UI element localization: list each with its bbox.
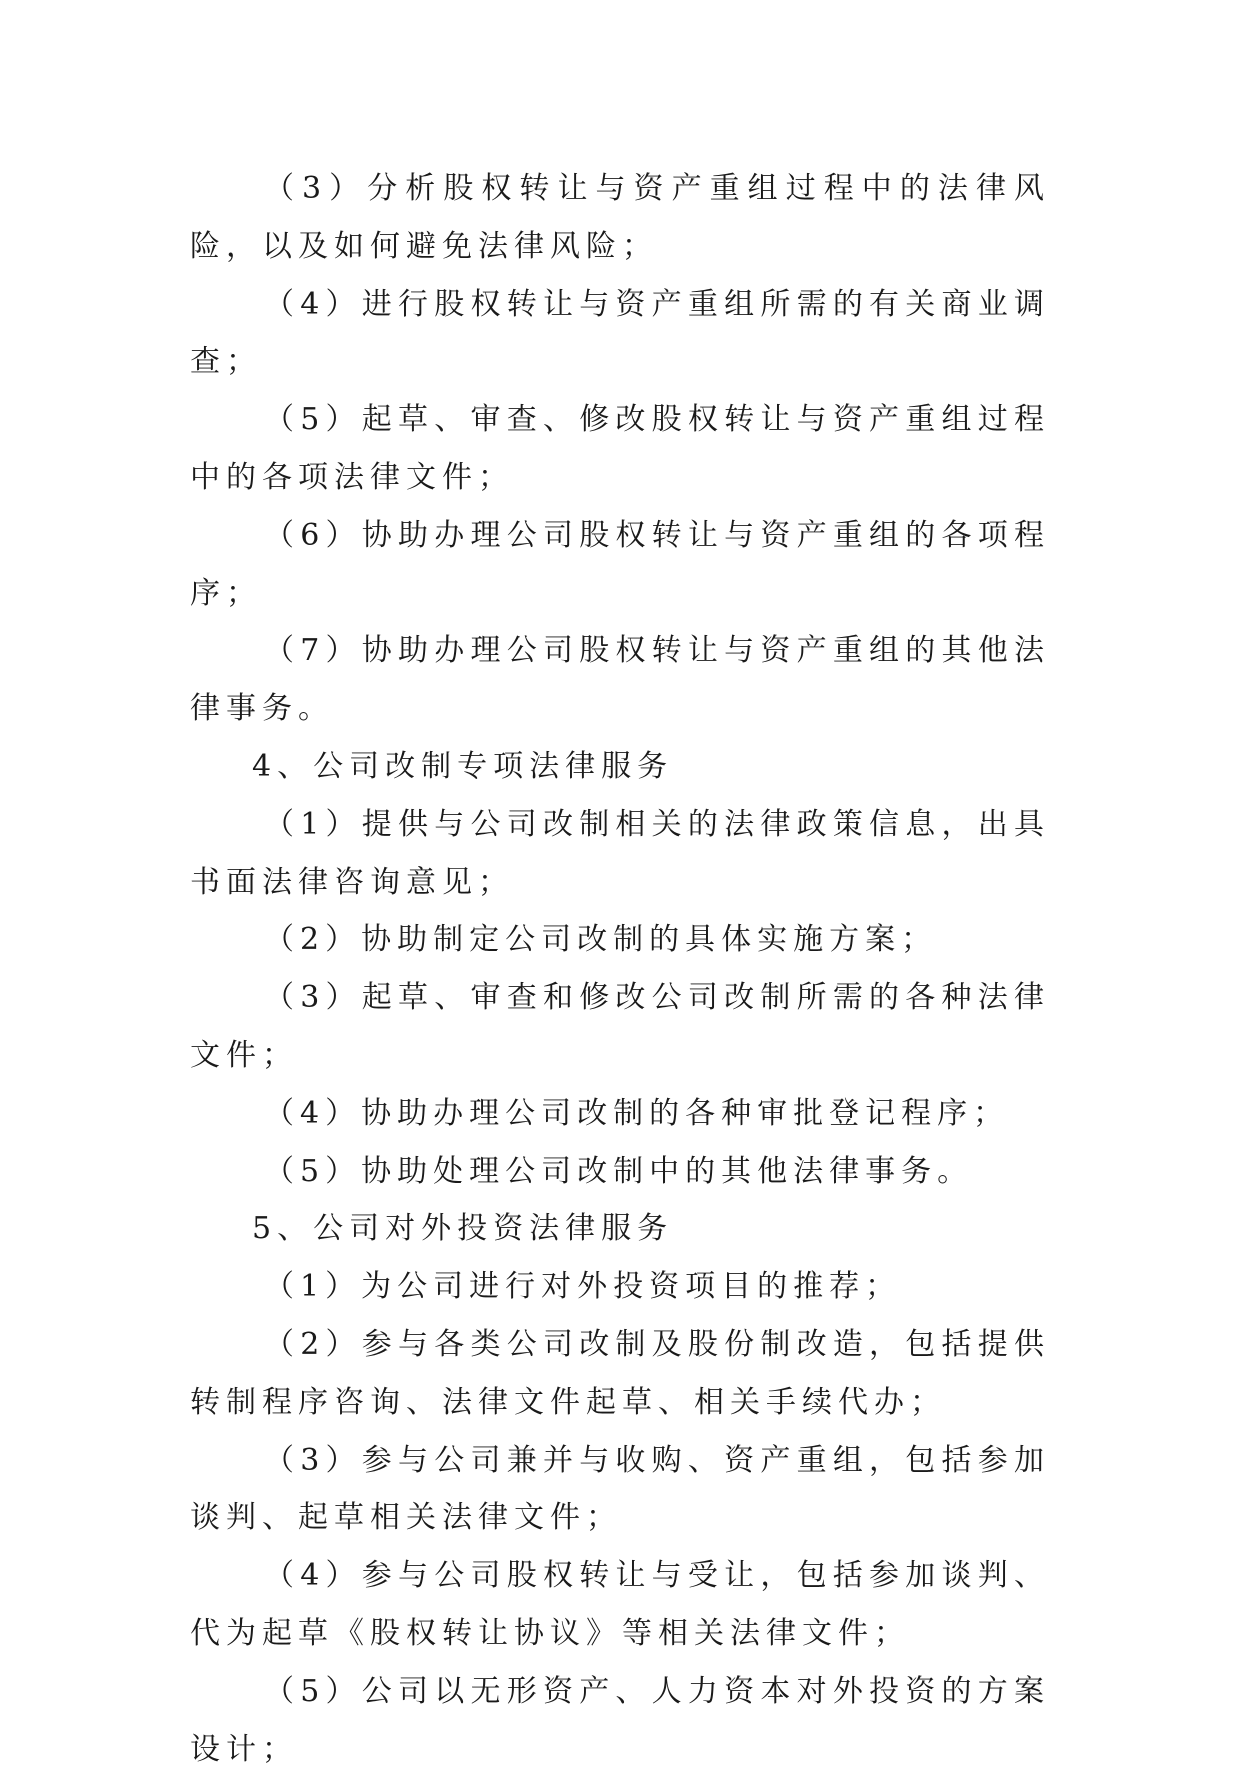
list-item: （7）协助办理公司股权转让与资产重组的其他法律事务。 xyxy=(190,633,1050,727)
list-item: （5）起草、审查、修改股权转让与资产重组过程中的各项法律文件； xyxy=(190,402,1050,495)
list-item: （6）协助办理公司股权转让与资产重组的各项程序； xyxy=(190,517,1050,611)
section-heading: 5、公司对外投资法律服务 xyxy=(252,1211,674,1247)
list-item: （2）参与各类公司改制及股份制改造，包括提供转制程序咨询、法律文件起草、相关手续代办； xyxy=(190,1326,1050,1420)
list-item: （2）协助制定公司改制的具体实施方案； xyxy=(264,922,938,958)
list-item: （4）协助办理公司改制的各种审批登记程序； xyxy=(264,1095,1010,1131)
list-item: （5）协助处理公司改制中的其他法律事务。 xyxy=(264,1153,974,1189)
list-item: （3）分析股权转让与资产重组过程中的法律风险，以及如何避免法律风险； xyxy=(190,171,1050,264)
list-item: （1）提供与公司改制相关的法律政策信息，出具书面法律咨询意见； xyxy=(190,806,1050,900)
document-body xyxy=(190,160,1050,1778)
list-item: （5）公司以无形资产、人力资本对外投资的方案设计； xyxy=(190,1673,1050,1767)
list-item: （4）参与公司股权转让与受让，包括参加谈判、代为起草《股权转让协议》等相关法律文件； xyxy=(190,1558,1050,1651)
section-heading: 4、公司改制专项法律服务 xyxy=(252,748,674,784)
list-item: （1）为公司进行对外投资项目的推荐； xyxy=(264,1269,902,1305)
list-item: （3）起草、审查和修改公司改制所需的各种法律文件； xyxy=(190,980,1050,1073)
list-item: （4）进行股权转让与资产重组所需的有关商业调查； xyxy=(190,286,1050,380)
list-item: （3）参与公司兼并与收购、资产重组，包括参加谈判、起草相关法律文件； xyxy=(190,1442,1050,1536)
